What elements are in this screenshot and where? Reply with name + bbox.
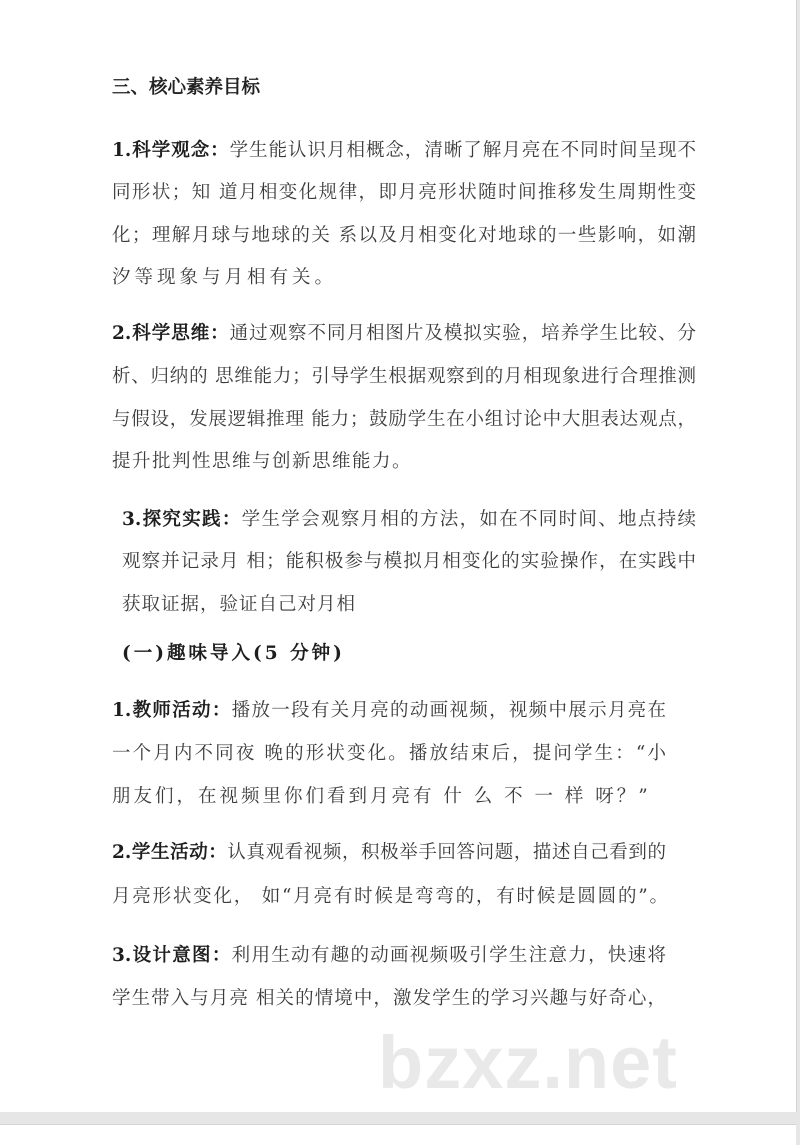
- text: 通过观察不同月相图片及模拟实验，培养学生比较、分: [229, 323, 696, 344]
- paragraph-line: 获取证据，验证自己对月相: [122, 594, 357, 615]
- watermark: bzxz.net: [378, 1021, 678, 1104]
- paragraph-label: 2.学生活动：: [112, 842, 228, 863]
- paragraph-line: 化；理解月球与地球的关 系以及月相变化对地球的一些影响，如潮: [112, 225, 696, 246]
- paragraph-line: [112, 841, 666, 865]
- paragraph-line: 提升批判性思维与创新思维能力。: [112, 451, 413, 472]
- text: 播放一段有关月亮的动画视频，视频中展示月亮在: [231, 700, 666, 721]
- text: 认真观看视频，积极举手回答问题，描述自己看到的: [227, 842, 666, 863]
- paragraph-line: 析、归纳的 思维能力；引导学生根据观察到的月相现象进行合理推测: [112, 366, 696, 387]
- paragraph-line: 观察并记录月 相；能积极参与模拟月相变化的实验操作，在实践中: [122, 551, 696, 572]
- paragraph-line: [122, 508, 696, 532]
- next-page: [0, 1124, 796, 1145]
- paragraph-line: 朋友们，在视频里你们看到月亮有 什 么 不 一 样 呀？”: [112, 786, 651, 807]
- paragraph-line: [112, 944, 666, 968]
- paragraph-label: 3.设计意图：: [112, 945, 232, 966]
- paragraph-line: 汐等现象与月相有关。: [112, 267, 338, 288]
- paragraph-line: 一个月内不同夜 晚的形状变化。播放结束后，提问学生：“小: [112, 743, 666, 764]
- paragraph-line: 同形状；知 道月相变化规律，即月亮形状随时间推移发生周期性变: [112, 182, 696, 203]
- paragraph-line: [112, 139, 696, 163]
- paragraph-line: [112, 699, 666, 723]
- text: 利用生动有趣的动画视频吸引学生注意力，快速将: [231, 945, 666, 966]
- section-title: 三、核心素养目标: [112, 77, 261, 98]
- paragraph-label: 2.科学思维：: [112, 323, 230, 344]
- paragraph-label: 3.探究实践：: [122, 509, 242, 530]
- paragraph-label: 1.科学观念：: [112, 140, 230, 161]
- text: 学生学会观察月相的方法，如在不同时间、地点持续: [241, 509, 696, 530]
- paragraph-line: 月亮形状变化， 如“月亮有时候是弯弯的，有时候是圆圆的”。: [112, 886, 668, 907]
- sub-heading: (一)趣味导入(5 分钟): [122, 643, 345, 664]
- text: 学生能认识月相概念，清晰了解月亮在不同时间呈现不: [229, 140, 696, 161]
- paragraph-line: [112, 322, 696, 346]
- paragraph-label: 1.教师活动：: [112, 700, 232, 721]
- paragraph-line: 与假设，发展逻辑推理 能力；鼓励学生在小组讨论中大胆表达观点，: [112, 409, 696, 430]
- paragraph-line: 学生带入与月亮 相关的情境中，激发学生的学习兴趣与好奇心，: [112, 988, 666, 1009]
